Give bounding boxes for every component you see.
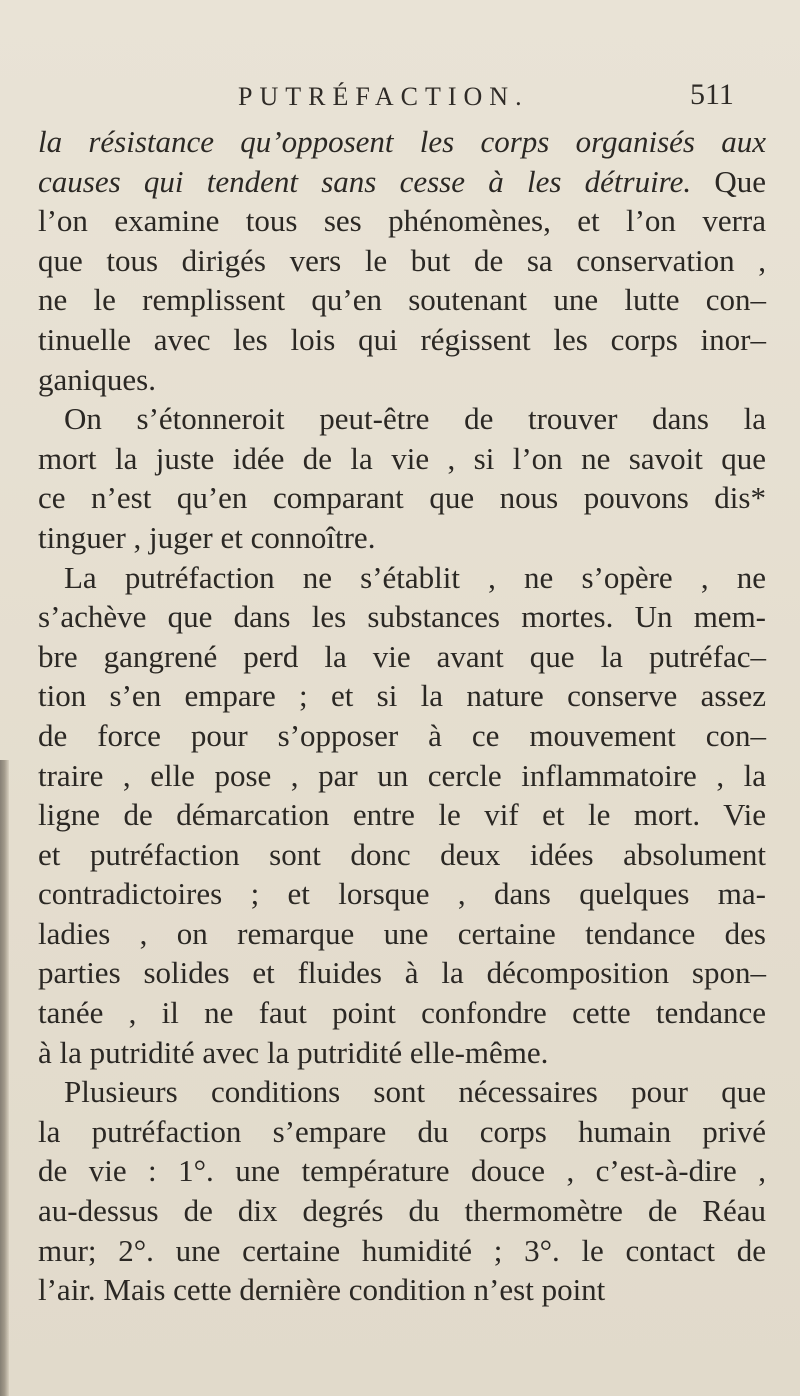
text-line: l’on examine tous ses phénomènes, et l’on verra bbox=[38, 203, 766, 239]
text-line: ne le remplissent qu’en soutenant une lutte con– bbox=[38, 282, 766, 318]
body-text bbox=[38, 122, 766, 1310]
text-line bbox=[38, 122, 766, 162]
text-line: tinuelle avec les lois qui régissent les corps inor– bbox=[38, 321, 766, 357]
text-line: parties solides et fluides à la décomposition spon– bbox=[38, 955, 766, 991]
italic-text: causes qui tendent sans cesse à les détruire. bbox=[38, 163, 692, 199]
text-line: traire , elle pose , par un cercle inflammatoire , la bbox=[38, 757, 766, 793]
text-tail: Que bbox=[691, 163, 766, 199]
text-line: contradictoires ; et lorsque , dans quelques ma- bbox=[38, 876, 766, 912]
text-line: au-dessus de dix degrés du thermomètre de Réau bbox=[38, 1193, 766, 1229]
text-line: l’air. Mais cette dernière condition n’est point bbox=[38, 1272, 606, 1308]
text-line: s’achève que dans les substances mortes. Un mem- bbox=[38, 599, 766, 635]
text-line: On s’étonneroit peut-être de trouver dans la bbox=[64, 401, 766, 437]
page-edge-shadow bbox=[0, 760, 9, 1396]
text-line: ligne de démarcation entre le vif et le mort. Vie bbox=[38, 797, 766, 833]
text-line: bre gangrené perd la vie avant que la putréfac– bbox=[38, 638, 766, 674]
text-line: ladies , on remarque une certaine tendance des bbox=[38, 915, 766, 951]
text-line: de vie : 1°. une température douce , c’est-à-dire , bbox=[38, 1153, 766, 1189]
text-line: que tous dirigés vers le but de sa conservation , bbox=[38, 242, 766, 278]
text-line: ce n’est qu’en comparant que nous pouvons dis* bbox=[38, 480, 766, 516]
text-line: de force pour s’opposer à ce mouvement con– bbox=[38, 717, 766, 753]
text-line: Plusieurs conditions sont nécessaires pour que bbox=[64, 1074, 766, 1110]
running-head: PUTRÉFACTION. bbox=[238, 82, 529, 111]
text-line: la putréfaction s’empare du corps humain privé bbox=[38, 1113, 766, 1149]
text-line: et putréfaction sont donc deux idées absolument bbox=[38, 836, 766, 872]
text-line: mur; 2°. une certaine humidité ; 3°. le contact de bbox=[38, 1232, 766, 1268]
text-line: mort la juste idée de la vie , si l’on ne savoit que bbox=[38, 440, 766, 476]
text-line: tinguer , juger et connoître. bbox=[38, 519, 376, 555]
italic-text: la résistance qu’opposent les corps organisés aux bbox=[38, 124, 766, 159]
page-header bbox=[0, 78, 800, 118]
text-line: à la putridité avec la putridité elle-même. bbox=[38, 1034, 549, 1070]
text-line: tion s’en empare ; et si la nature conserve assez bbox=[38, 678, 766, 714]
page-number: 511 bbox=[690, 78, 734, 111]
text-line: tanée , il ne faut point confondre cette tendance bbox=[38, 995, 766, 1031]
text-line: La putréfaction ne s’établit , ne s’opère , ne bbox=[64, 559, 766, 595]
text-line: ganiques. bbox=[38, 361, 156, 397]
text-line bbox=[38, 162, 766, 202]
